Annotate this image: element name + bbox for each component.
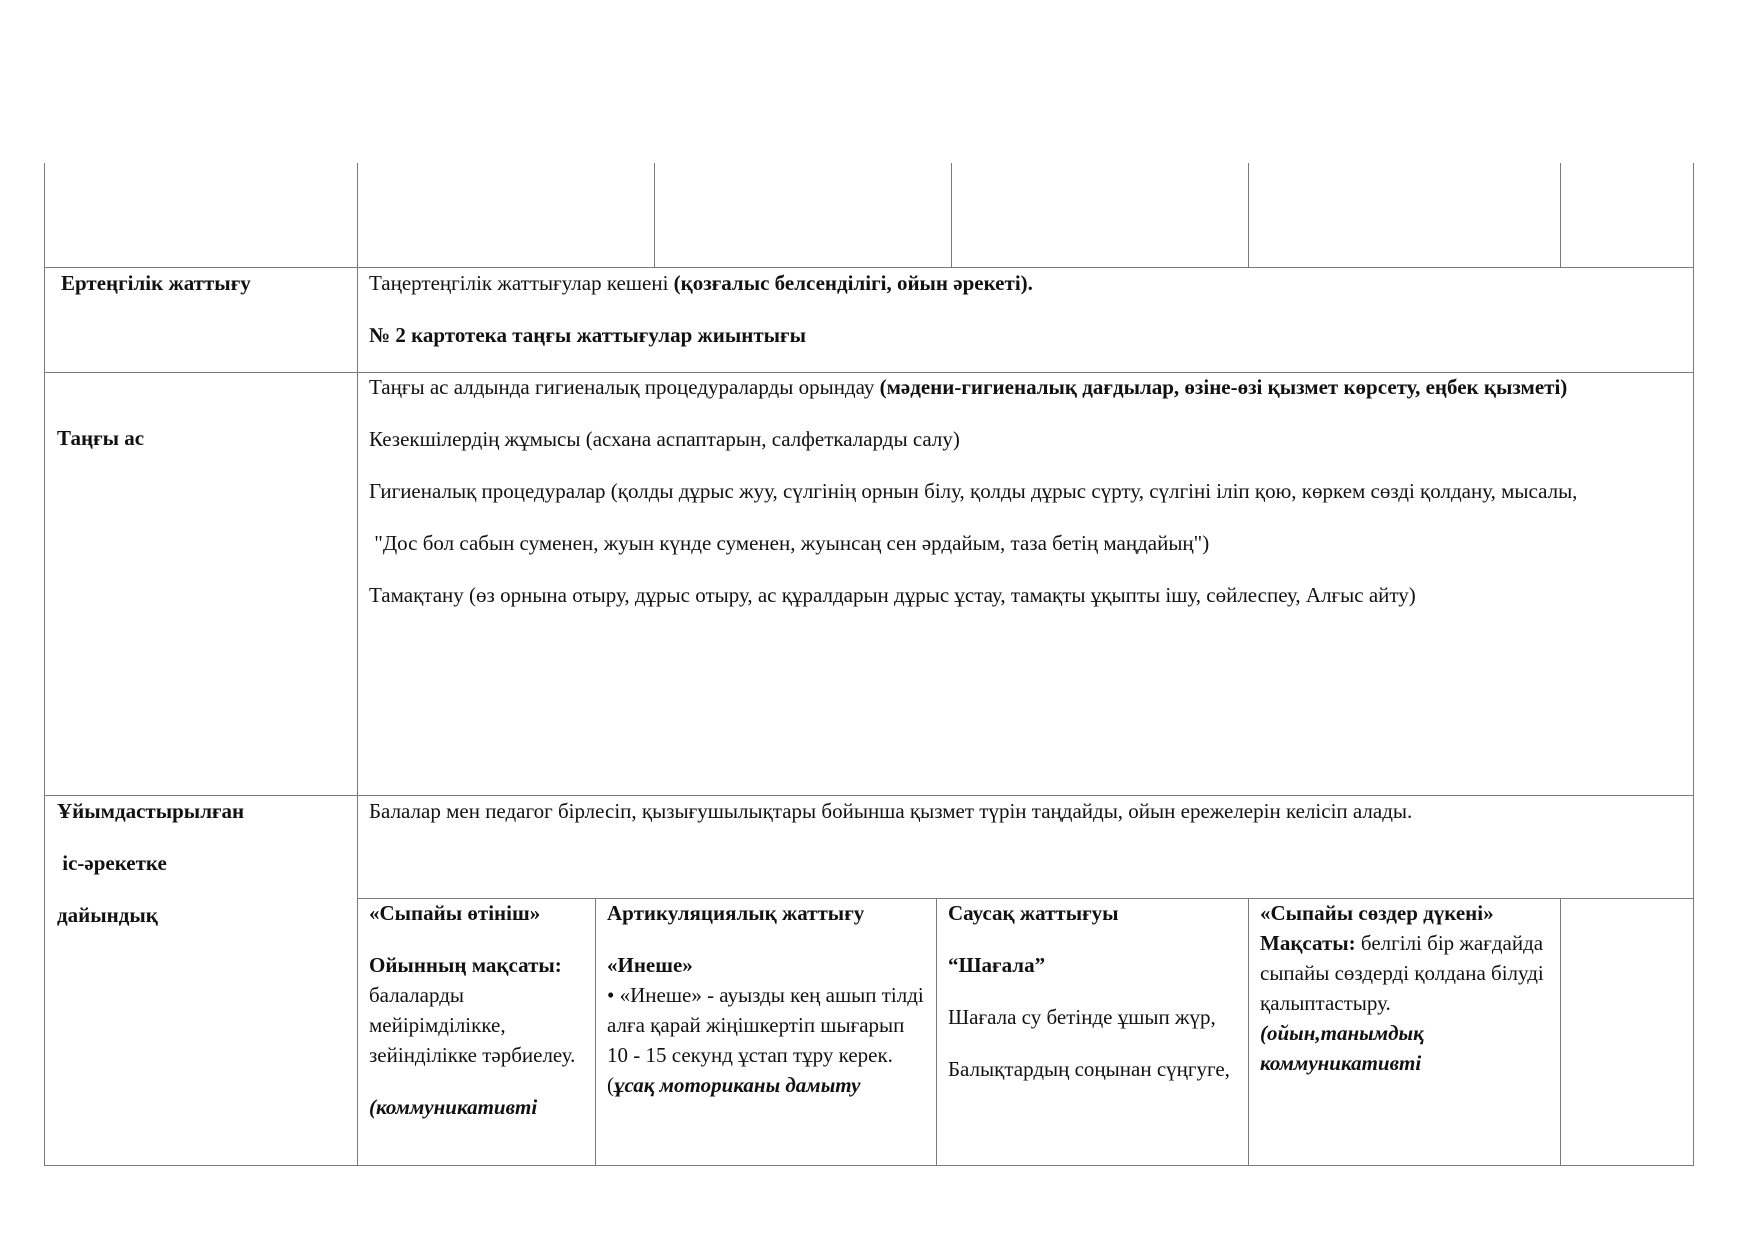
column-divider	[1248, 163, 1249, 267]
col1-tag: (коммуникативті	[369, 1095, 538, 1119]
column-divider	[1248, 898, 1249, 1165]
column-divider	[951, 163, 952, 267]
prep-col-2	[607, 898, 927, 1100]
breakfast-paragraph-4: "Дос бол сабын суменен, жуын күнде суменен, жуынсаң сен әрдайым, таза бетің маңдайың")	[369, 531, 1210, 555]
column-divider	[357, 163, 358, 1165]
column-divider	[1560, 163, 1561, 267]
breakfast-paragraph-2: Кезекшілердің жұмысы (асхана аспаптарын, салфеткаларды салу)	[369, 427, 960, 451]
row-label-prep	[57, 796, 347, 930]
table-bottom	[44, 1165, 1694, 1166]
col3-line-1: Шағала су бетінде ұшып жүр,	[948, 1005, 1216, 1029]
prep-col-4	[1260, 898, 1550, 1078]
prep-label-line-2: іс-әрекетке	[57, 851, 167, 875]
prep-label-line-1: Ұйымдастырылған	[57, 799, 245, 823]
col2-subtitle: «Инеше»	[607, 953, 693, 977]
col4-goal-text: белгілі бір жағдайда сыпайы сөздерді қолдана білуді қалыптастыру.	[1260, 931, 1544, 1015]
column-divider	[936, 898, 937, 1165]
prep-col-3	[948, 898, 1238, 1084]
col4-tag: (ойын,танымдық коммуникативті	[1260, 1021, 1424, 1075]
breakfast-p1-bold: (мәдени-гигиеналық дағдылар, өзіне-өзі қызмет көрсету, еңбек қызметі)	[879, 375, 1568, 399]
breakfast-paragraph-5: Тамақтану (өз орнына отыру, дұрыс отыру, ас құралдарын дұрыс ұстау, тамақты ұқыпты ішу, сөйлеспеу, Алғыс айту)	[369, 583, 1416, 607]
exercise-line-1-plain: Таңертеңгілік жаттығулар кешені	[369, 271, 674, 295]
col1-goal-text: балаларды мейірімділікке, зейінділікке тәрбиелеу.	[369, 983, 576, 1067]
col4-goal	[1260, 928, 1550, 1018]
column-divider	[595, 898, 596, 1165]
column-divider	[654, 163, 655, 267]
column-divider	[1560, 898, 1561, 1165]
col1-title: «Сыпайы өтініш»	[369, 901, 541, 925]
exercise-line-1	[369, 268, 1679, 298]
exercise-line-1-bold: (қозғалыс белсенділігі, ойын әрекеті).	[673, 271, 1033, 295]
prep-intro: Балалар мен педагог бірлесіп, қызығушылықтары бойынша қызмет түрін таңдайды, ойын ережелерін келісіп алады.	[369, 799, 1413, 823]
col4-title: «Сыпайы сөздер дүкені»	[1260, 901, 1494, 925]
table-left-edge	[44, 163, 45, 1165]
col4-goal-label: Мақсаты:	[1260, 931, 1356, 955]
col2-tag-line	[607, 1070, 927, 1100]
exercise-line-2: № 2 картотека таңғы жаттығулар жиынтығы	[369, 323, 806, 347]
prep-col-1	[369, 898, 589, 1122]
col3-subtitle: “Шағала”	[948, 953, 1046, 977]
col2-text: • «Инеше» - ауызды кең ашып тілді алға қарай жіңішкертіп шығарып 10 - 15 секунд ұстап тұру керек.	[607, 983, 924, 1067]
table-right-edge	[1693, 163, 1694, 1165]
exercise-content	[369, 268, 1679, 350]
breakfast-content	[369, 372, 1679, 610]
breakfast-p1-plain: Таңғы ас алдында гигиеналық процедураларды орындау	[369, 375, 880, 399]
breakfast-paragraph-1	[369, 372, 1679, 402]
breakfast-paragraph-3: Гигиеналық процедуралар (қолды дұрыс жуу, сүлгінің орнын білу, қолды дұрыс сүрту, сүлгіні іліп қою, көркем сөзді қолдану, мысалы,	[369, 479, 1578, 503]
col2-tag: ұсақ моториканы дамыту	[614, 1073, 861, 1097]
row-label-breakfast: Таңғы ас	[57, 426, 145, 450]
col2-tag-open: (	[607, 1073, 614, 1097]
col1-goal-label: Ойынның мақсаты:	[369, 953, 562, 977]
row-label-exercise: Ертеңгілік жаттығу	[61, 271, 251, 295]
col3-title: Саусақ жаттығуы	[948, 901, 1119, 925]
col3-line-2: Балықтардың соңынан сүңгуге,	[948, 1057, 1230, 1081]
col2-title: Артикуляциялық жаттығу	[607, 901, 865, 925]
prep-label-line-3: дайындық	[57, 903, 158, 927]
